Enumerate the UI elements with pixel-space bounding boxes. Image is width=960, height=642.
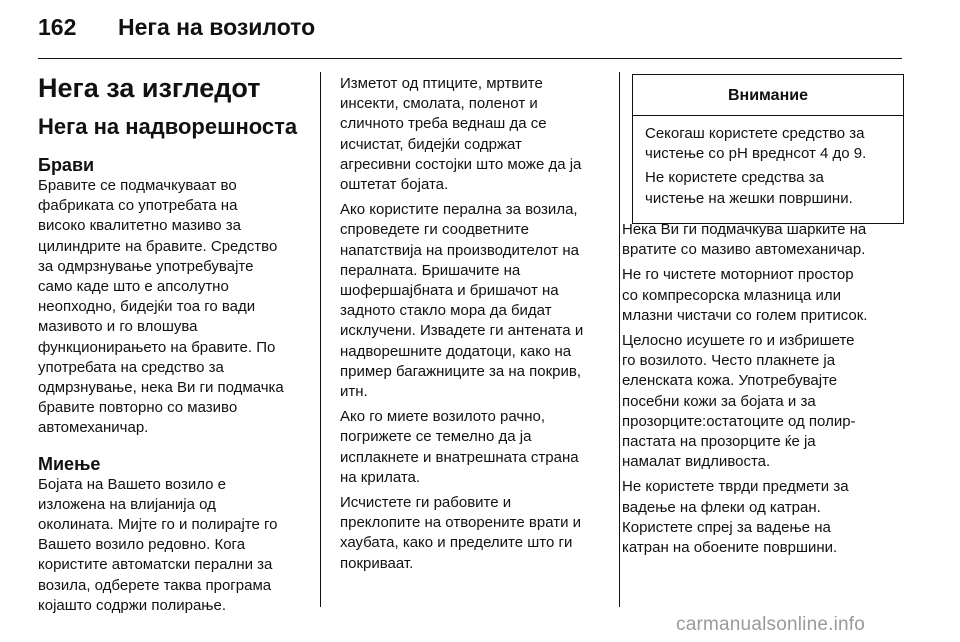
- caution-box: [632, 74, 904, 224]
- page-header: [38, 14, 315, 48]
- page-title: Нега за изгледот: [38, 73, 261, 103]
- right-paragraph-2: Не го чистете моторниот простор со компресорска млазница или млазни чистачи со голем притисок.: [622, 266, 868, 324]
- right-paragraph-1: Нека Ви ги подмачкува шарките на вратите со мазиво автомеханичар.: [622, 221, 867, 259]
- middle-paragraph-1: Изметот од птиците, мртвите инсекти, смолата, поленот и сличното треба веднаш да се исчистат, бидејќи содржат агресивни состојки што може да ја оштетат бојата.: [340, 75, 582, 194]
- section-title: Нега на возилото: [118, 14, 316, 40]
- right-paragraph-3: Целосно исушете го и избришете го возилото. Често плакнете ја еленската кожа. Употребувајте посебни кожи за бојата и за прозорците:остатоците од полир- пастата на прозорците ќе ја намалат видливоста.: [622, 332, 856, 471]
- middle-column: [340, 74, 612, 579]
- middle-paragraph-4: Исчистете ги рабовите и преклопите на отворените врати и хаубата, како и пределите што ги покриваат.: [340, 494, 582, 572]
- caution-paragraph-2: Не користете средства за чистење на жешки површини.: [645, 169, 853, 207]
- subtitle: Нега на надворешноста: [38, 114, 298, 139]
- middle-paragraph-2: Ако користите перална за возила, спроведете ги соодветните напатствија на производителот на пералната. Бришачите на шофершајбната и бришачот на задното стакло мора да бидат исклучени. Извадете ги антената и надворешните додатоци, како на пример багажниците за на покрив, итн.: [340, 201, 584, 401]
- watermark: carmanualsonline.info: [676, 614, 866, 635]
- wash-heading: Миење: [38, 453, 101, 474]
- caution-body: [633, 116, 903, 223]
- right-paragraph-4: Не користете тврди предмети за вадење на флеки од катран. Користете спреј за вадење на катран на обоените површини.: [622, 478, 849, 557]
- right-column: [622, 220, 904, 563]
- caution-paragraph-1: Секогаш користете средство за чистење со pH вреднсот 4 до 9.: [645, 125, 867, 163]
- doors-heading: Брави: [38, 155, 95, 175]
- middle-paragraph-3: Ако го миете возилото рачно, погрижете се темелно да ја исплакнете и внатрешната страна на крилата.: [340, 408, 579, 486]
- caution-title: Внимание: [633, 75, 903, 116]
- column-divider-2: [619, 72, 620, 607]
- left-column: [38, 66, 314, 616]
- column-divider-1: [320, 72, 321, 607]
- page-number: 162: [38, 14, 77, 40]
- header-divider: [38, 58, 902, 59]
- doors-paragraph: Бравите се подмачкуваат во фабриката со употребата на високо квалитетно мазиво за цилиндрите на бравите. Средство за одмрзнување употребувајте само каде што е апсолутно неопходно, бидејќи тоа го вади мазивото и го влошува функционирањето на бравите. По употребата на средство за одмрзнување, нека Ви ги подмачка бравите повторно со мазиво автомеханичар.: [38, 177, 284, 437]
- wash-paragraph: Бојата на Вашето возило е изложена на влијанија од околината. Мијте го и полирајте го Вашето возило редовно. Кога користите автоматски перални за возила, одберете таква програма којашто содржи полирање.: [38, 475, 278, 614]
